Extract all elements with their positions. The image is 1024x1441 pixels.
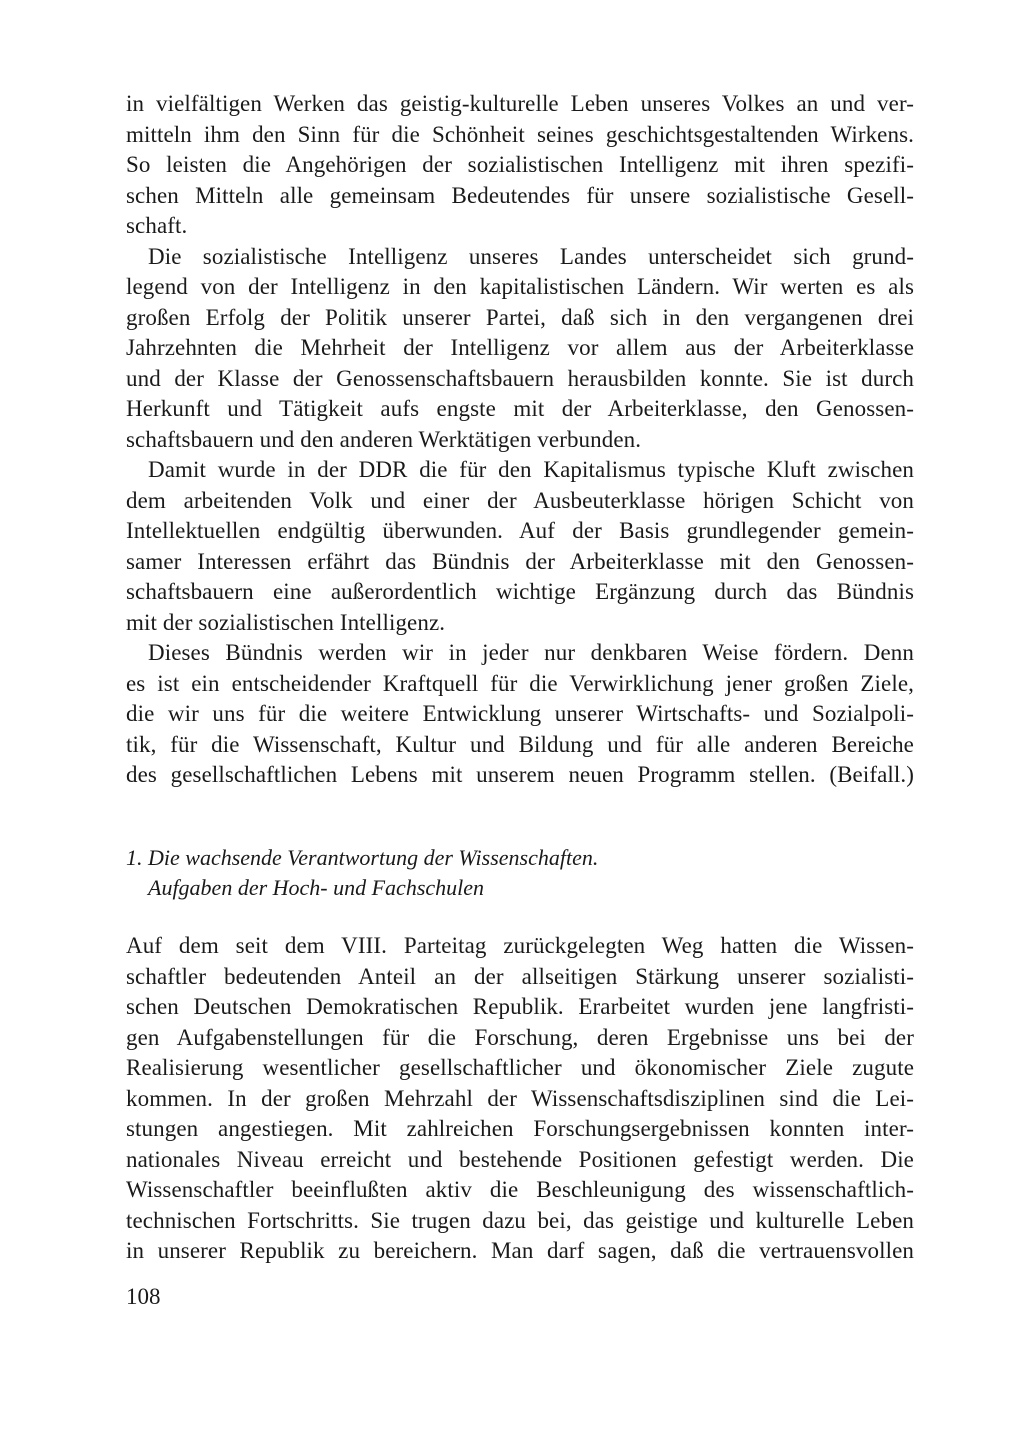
text-line: Herkunft und Tätigkeit aufs engste mit der Arbeiterklasse, den Genossen- [126,396,914,421]
text-line: schaft. [126,213,188,238]
text-line: mit der sozialistischen Intelligenz. [126,609,446,635]
text-line: tik, für die Wissenschaft, Kultur und Bildung und für alle anderen Bereiche [126,731,914,757]
text-line: Dieses Bündnis werden wir in jeder nur denkbaren Weise fördern. Denn [148,640,914,665]
text-line: Auf dem seit dem VIII. Parteitag zurückgelegten Weg hatten die Wissen- [126,933,914,958]
text-line: technischen Fortschritts. Sie trugen dazu bei, das geistige und kulturelle Leben [126,1207,914,1233]
text-line: Realisierung wesentlicher gesellschaftlicher und ökonomischer Ziele zugute [126,1055,914,1080]
section-heading-subtitle: Aufgaben der Hoch- und Fachschulen [148,875,485,900]
text-line: gen Aufgabenstellungen für die Forschung, deren Ergebnisse uns bei der [126,1024,914,1050]
section-heading-title: 1. Die wachsende Verantwortung der Wissenschaften. [126,845,599,870]
text-line: samer Interessen erfährt das Bündnis der Arbeiterklasse mit den Genossen- [126,548,914,574]
text-line: Damit wurde in der DDR die für den Kapitalismus typische Kluft zwischen [148,457,914,482]
text-line: Intellektuellen endgültig überwunden. Auf der Basis grundlegender gemein- [126,518,914,543]
body-text-bottom [126,931,914,1267]
text-line: Die sozialistische Intelligenz unseres Landes unterscheidet sich grund- [148,243,914,269]
text-line: schaftler bedeutenden Anteil an der allseitigen Stärkung unserer sozialisti- [126,963,914,989]
page-number: 108 [126,1284,161,1309]
text-line: schaftsbauern eine außerordentlich wichtige Ergänzung durch das Bündnis [126,579,914,604]
section-heading [126,843,914,903]
text-line: schaftsbauern und den anderen Werktätigen verbunden. [126,426,642,452]
text-line: in vielfältigen Werken das geistig-kulturelle Leben unseres Volkes an und ver- [126,91,914,116]
text-line: nationales Niveau erreicht und bestehende Positionen gefestigt werden. Die [126,1146,914,1172]
text-line: So leisten die Angehörigen der sozialistischen Intelligenz mit ihren spezifi- [126,152,914,177]
body-text-top [126,89,914,791]
text-line: mitteln ihm den Sinn für die Schönheit seines geschichtsgestaltenden Wirkens. [126,121,914,147]
text-line: des gesellschaftlichen Lebens mit unserem neuen Programm stellen. (Beifall.) [126,762,914,787]
text-line: schen Mitteln alle gemeinsam Bedeutendes für unsere sozialistische Gesell- [126,182,914,208]
text-line: in unserer Republik zu bereichern. Man darf sagen, daß die vertrauensvollen [126,1238,914,1263]
text-line: Wissenschaftler beeinflußten aktiv die Beschleunigung des wissenschaftlich- [126,1177,914,1202]
text-line: kommen. In der großen Mehrzahl der Wissenschaftsdisziplinen sind die Lei- [126,1085,914,1111]
text-line: legend von der Intelligenz in den kapitalistischen Ländern. Wir werten es als [126,274,914,299]
text-line: großen Erfolg der Politik unserer Partei, daß sich in den vergangenen drei [126,304,914,330]
text-line: Jahrzehnten die Mehrheit der Intelligenz vor allem aus der Arbeiterklasse [126,335,914,360]
text-line: schen Deutschen Demokratischen Republik. Erarbeitet wurden jene langfristi- [126,994,914,1019]
text-line: die wir uns für die weitere Entwicklung unserer Wirtschafts- und Sozialpoli- [126,701,914,726]
text-line: stungen angestiegen. Mit zahlreichen Forschungsergebnissen konnten inter- [126,1116,914,1141]
text-line: und der Klasse der Genossenschaftsbauern herausbilden konnte. Sie ist durch [126,365,914,391]
text-line: dem arbeitenden Volk und einer der Ausbeuterklasse hörigen Schicht von [126,487,914,513]
text-line: es ist ein entscheidender Kraftquell für die Verwirklichung jener großen Ziele, [126,670,914,696]
